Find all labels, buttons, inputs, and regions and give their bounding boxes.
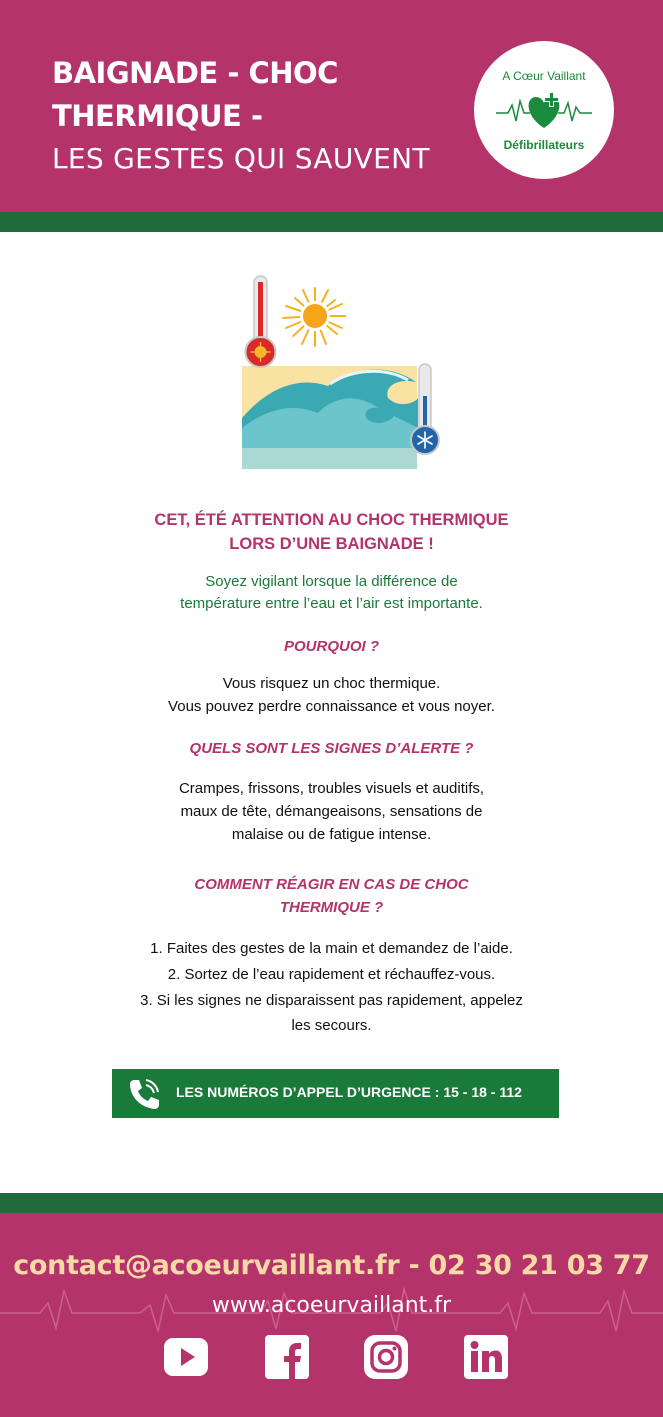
logo-brand-name: A Cœur Vaillant <box>502 69 586 83</box>
title-line-2: THERMIQUE - <box>52 99 263 133</box>
intro-line-1: Soyez vigilant lorsque la différence de <box>205 573 458 590</box>
why-section <box>0 635 663 658</box>
heart-ecg-icon <box>494 83 594 133</box>
headline-line-1: CET, ÉTÉ ATTENTION AU CHOC THERMIQUE <box>154 511 509 529</box>
main-headline <box>0 508 663 556</box>
step-3: 3. Si les signes ne disparaissent pas rapidement, appelez <box>140 992 523 1009</box>
why-heading: POURQUOI ? <box>283 638 379 655</box>
hot-thermometer-icon <box>246 276 276 367</box>
signs-section <box>0 737 663 760</box>
instagram-icon[interactable] <box>364 1335 408 1379</box>
heat-cold-wave-illustration <box>238 258 446 472</box>
step-1: 1. Faites des gestes de la main et demandez de l’aide. <box>150 940 513 957</box>
signs-line-3: malaise ou de fatigue intense. <box>231 826 432 843</box>
title-line-1: BAIGNADE - CHOC <box>52 56 338 90</box>
why-text <box>0 672 663 718</box>
headline-line-2: LORS D’UNE BAIGNADE ! <box>229 535 434 553</box>
header-divider <box>0 212 663 232</box>
page-title <box>52 52 430 180</box>
react-heading-line-2: THERMIQUE ? <box>279 899 384 916</box>
facebook-icon[interactable] <box>265 1335 309 1379</box>
emergency-numbers-banner[interactable] <box>112 1069 559 1118</box>
intro-paragraph <box>0 571 663 615</box>
header-banner <box>0 0 663 212</box>
why-line-1: Vous risquez un choc thermique. <box>222 675 441 692</box>
emergency-numbers-label: LES NUMÉROS D’APPEL D’URGENCE : 15 - 18 - 112 <box>176 1084 522 1100</box>
phone-icon <box>126 1076 162 1112</box>
brand-logo[interactable] <box>474 41 614 179</box>
contact-line[interactable]: contact@acoeurvaillant.fr - 02 30 21 03 77 <box>13 1250 650 1281</box>
logo-tagline: Défibrillateurs <box>503 138 585 152</box>
youtube-icon[interactable] <box>164 1335 208 1379</box>
signs-line-1: Crampes, frissons, troubles visuels et auditifs, <box>178 780 485 797</box>
step-3-continued: les secours. <box>291 1017 372 1034</box>
intro-line-2: température entre l’eau et l’air est importante. <box>180 595 483 612</box>
title-line-3: LES GESTES QUI SAUVENT <box>52 142 430 175</box>
why-line-2: Vous pouvez perdre connaissance et vous noyer. <box>168 698 495 715</box>
react-section <box>0 873 663 919</box>
react-heading-line-1: COMMENT RÉAGIR EN CAS DE CHOC <box>194 876 469 893</box>
footer <box>0 1213 663 1417</box>
linkedin-icon[interactable] <box>464 1335 508 1379</box>
signs-text <box>0 777 663 846</box>
signs-line-2: maux de tête, démangeaisons, sensations de <box>180 803 483 820</box>
website-link[interactable]: www.acoeurvaillant.fr <box>211 1293 452 1318</box>
signs-heading: QUELS SONT LES SIGNES D’ALERTE ? <box>189 740 474 757</box>
react-steps <box>0 936 663 1037</box>
sun-icon <box>283 288 345 346</box>
footer-divider <box>0 1193 663 1213</box>
step-2: 2. Sortez de l’eau rapidement et réchauffez-vous. <box>167 966 496 983</box>
